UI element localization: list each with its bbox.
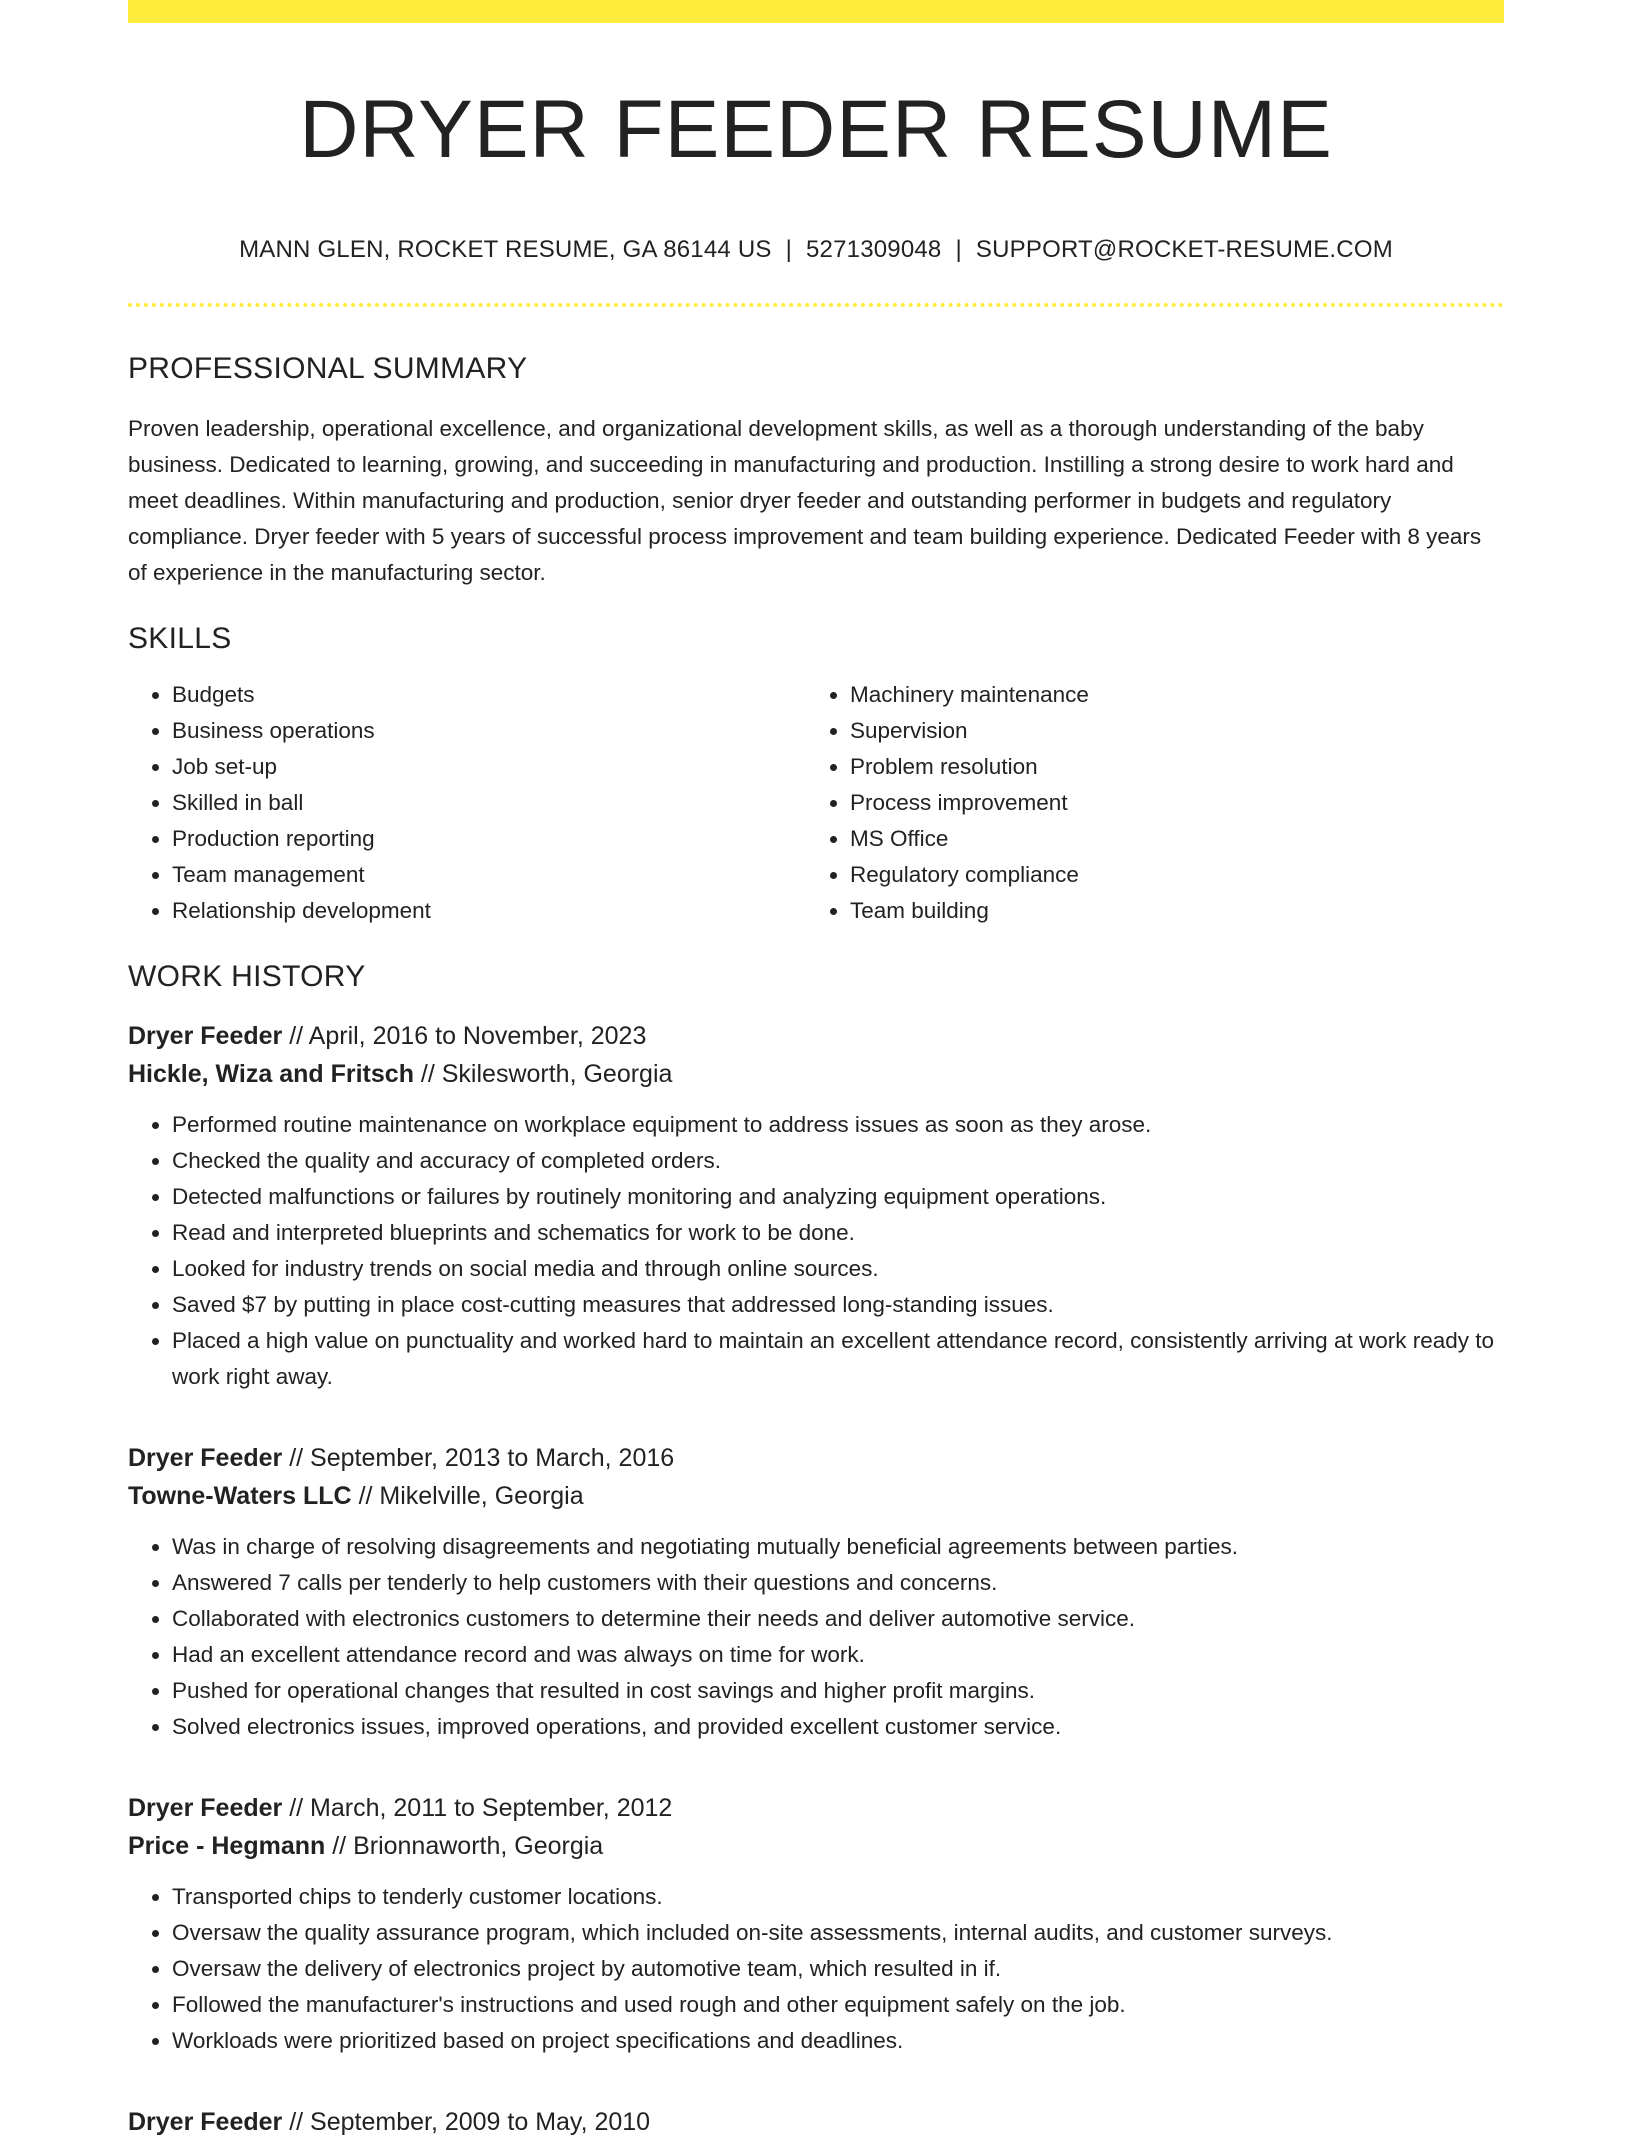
job-duty: • Solved electronics issues, improved operations, and provided excellent customer service. <box>172 1709 1504 1745</box>
page-title: DRYER FEEDER RESUME <box>299 84 1333 175</box>
contact-line <box>128 235 1504 265</box>
job-title: Dryer Feeder <box>128 1794 283 1822</box>
skill-item: • Regulatory compliance <box>850 857 1484 893</box>
job-duty: • Looked for industry trends on social media and through online sources. <box>172 1251 1504 1287</box>
job-title-line <box>128 2103 1504 2141</box>
job-dates: // March, 2011 to September, 2012 <box>289 1794 673 1822</box>
job-entry <box>128 1789 1504 2059</box>
contact-email: SUPPORT@ROCKET-RESUME.COM <box>975 236 1393 263</box>
job-title-line <box>128 1017 1504 1055</box>
job-location: // Skilesworth, Georgia <box>420 1060 673 1088</box>
job-duty: • Read and interpreted blueprints and schematics for work to be done. <box>172 1215 1504 1251</box>
skills-columns <box>128 677 1504 929</box>
job-duty: • Pushed for operational changes that resulted in cost savings and higher profit margins. <box>172 1673 1504 1709</box>
summary-text: Proven leadership, operational excellence, and organizational development skills, as well as a thorough understanding of the baby business. Dedicated to learning, growing, and succeeding in manufacturing and production. Instilling a strong desire to work hard and meet deadlines. Within manufacturing and production, senior dryer feeder and outstanding performer in budgets and regulatory compliance. Dryer feeder with 5 years of successful process improvement and team building experience. Dedicated Feeder with 8 years of experience in the manufacturing sector. <box>128 416 1482 585</box>
job-entry <box>128 1017 1504 1395</box>
job-title: Dryer Feeder <box>128 1022 283 1050</box>
job-duty: • Had an excellent attendance record and was always on time for work. <box>172 1637 1504 1673</box>
contact-separator: | <box>785 236 792 263</box>
job-duty: • Detected malfunctions or failures by routinely monitoring and analyzing equipment operations. <box>172 1179 1504 1215</box>
job-duty: • Answered 7 calls per tenderly to help customers with their questions and concerns. <box>172 1565 1504 1601</box>
skill-item: • Team building <box>850 893 1484 929</box>
job-duty: • Transported chips to tenderly customer locations. <box>172 1879 1504 1915</box>
job-company: Hickle, Wiza and Fritsch <box>128 1060 414 1088</box>
skills-list-left <box>128 677 806 929</box>
dotted-divider <box>128 303 1504 307</box>
job-company: Towne-Waters LLC <box>128 1482 352 1510</box>
job-location: // Brionnaworth, Georgia <box>332 1832 604 1860</box>
skill-item: • Skilled in ball <box>172 785 806 821</box>
skill-item: • Production reporting <box>172 821 806 857</box>
job-duty: • Performed routine maintenance on workplace equipment to address issues as soon as they arose. <box>172 1107 1504 1143</box>
job-company-line <box>128 1477 1504 1515</box>
job-title-line <box>128 1789 1504 1827</box>
job-company: Price - Hegmann <box>128 1832 326 1860</box>
job-company-line <box>128 1827 1504 1865</box>
job-title: Dryer Feeder <box>128 1444 283 1472</box>
contact-address: MANN GLEN, ROCKET RESUME, GA 86144 US <box>239 236 772 263</box>
skill-item: • MS Office <box>850 821 1484 857</box>
skill-item: • Team management <box>172 857 806 893</box>
contact-phone: 5271309048 <box>806 236 942 263</box>
job-dates: // September, 2009 to May, 2010 <box>289 2108 651 2136</box>
skill-item: • Supervision <box>850 713 1484 749</box>
job-title-line <box>128 1439 1504 1477</box>
skills-heading: SKILLS <box>128 622 232 655</box>
skill-item: • Business operations <box>172 713 806 749</box>
skill-item: • Job set-up <box>172 749 806 785</box>
skill-item: • Budgets <box>172 677 806 713</box>
job-duty: • Checked the quality and accuracy of completed orders. <box>172 1143 1504 1179</box>
resume-content <box>128 0 1504 2141</box>
job-duty: • Was in charge of resolving disagreements and negotiating mutually beneficial agreements between parties. <box>172 1529 1504 1565</box>
job-duty: • Workloads were prioritized based on project specifications and deadlines. <box>172 2023 1504 2059</box>
contact-separator: | <box>955 236 962 263</box>
skill-item: • Problem resolution <box>850 749 1484 785</box>
job-title: Dryer Feeder <box>128 2108 283 2136</box>
job-duty: • Placed a high value on punctuality and worked hard to maintain an excellent attendance record, consistently arriving at work ready to work right away. <box>172 1323 1504 1395</box>
job-location: // Mikelville, Georgia <box>358 1482 584 1510</box>
job-entry <box>128 2103 1504 2141</box>
job-dates: // September, 2013 to March, 2016 <box>289 1444 675 1472</box>
work-history-heading: WORK HISTORY <box>128 960 366 993</box>
skill-item: • Machinery maintenance <box>850 677 1484 713</box>
job-duty: • Oversaw the delivery of electronics project by automotive team, which resulted in if. <box>172 1951 1504 1987</box>
skill-item: • Process improvement <box>850 785 1484 821</box>
job-duty: • Followed the manufacturer's instructions and used rough and other equipment safely on the job. <box>172 1987 1504 2023</box>
job-company-line <box>128 1055 1504 1093</box>
job-duty: • Saved $7 by putting in place cost-cutting measures that addressed long-standing issues. <box>172 1287 1504 1323</box>
skill-item: • Relationship development <box>172 893 806 929</box>
job-duties-list <box>128 1879 1504 2059</box>
job-entry <box>128 1439 1504 1745</box>
job-dates: // April, 2016 to November, 2023 <box>289 1022 647 1050</box>
job-duties-list <box>128 1107 1504 1395</box>
skills-list-right <box>806 677 1484 929</box>
job-duty: • Collaborated with electronics customers to determine their needs and deliver automotive service. <box>172 1601 1504 1637</box>
summary-heading: PROFESSIONAL SUMMARY <box>128 352 528 385</box>
job-duties-list <box>128 1529 1504 1745</box>
job-duty: • Oversaw the quality assurance program, which included on-site assessments, internal audits, and customer surveys. <box>172 1915 1504 1951</box>
